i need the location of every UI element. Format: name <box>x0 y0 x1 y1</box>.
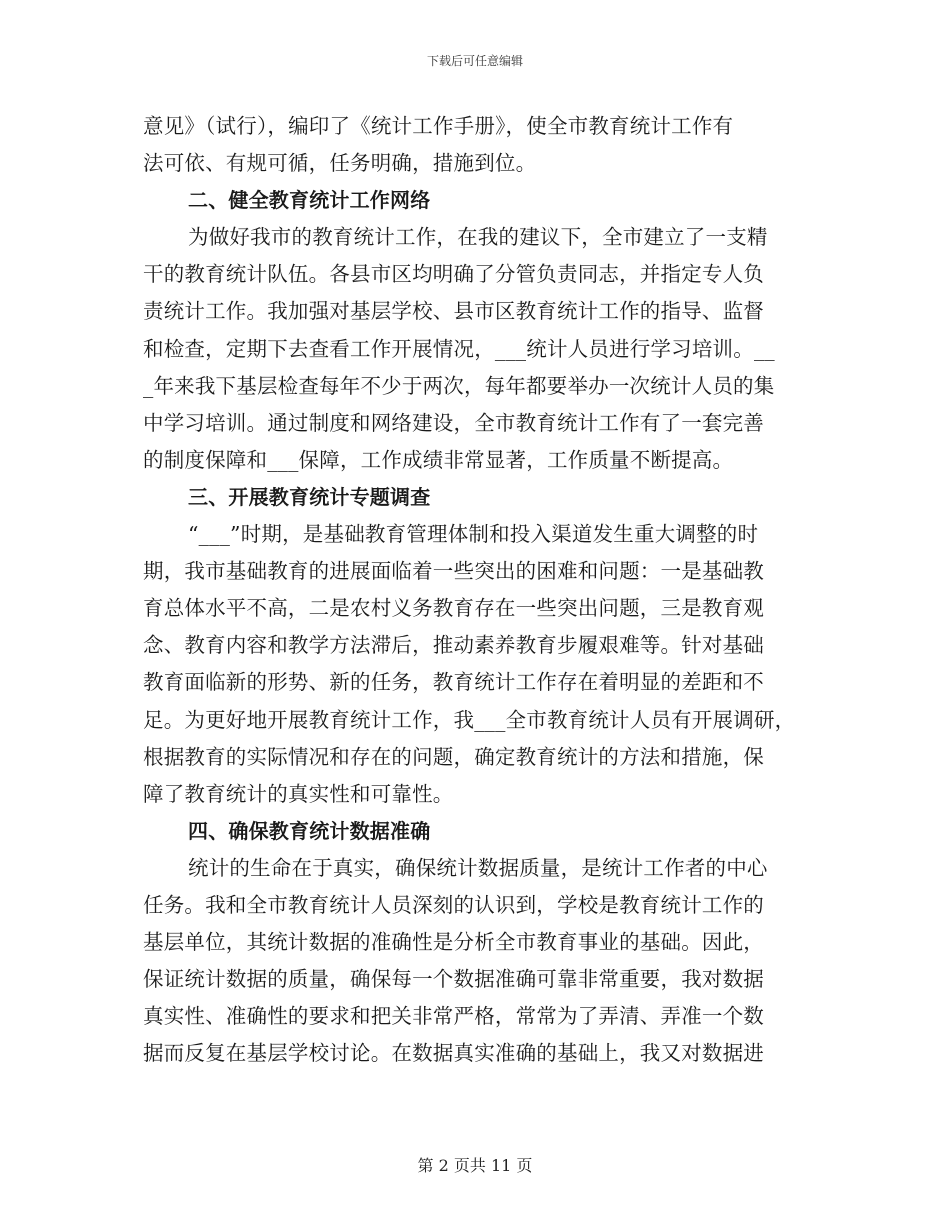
document-body <box>143 108 823 1072</box>
body-line: 意见》（试行），编印了《统计工作手册》，使全市教育统计工作有 <box>143 114 734 138</box>
body-line: 期，我市基础教育的进展面临着一些突出的困难和问题：一是基础教 <box>143 559 764 584</box>
body-line: 障了教育统计的真实性和可靠性。 <box>143 781 454 806</box>
body-line: _年来我下基层检查每年不少于两次，每年都要举办一次统计人员的集 <box>143 373 775 398</box>
body-line: 保证统计数据的质量，确保每一个数据准确可靠非常重要，我对数据 <box>143 967 764 992</box>
body-line: 育总体水平不高，二是农村义务教育存在一些突出问题，三是教育观 <box>143 596 764 621</box>
section-heading: 三、开展教育统计专题调查 <box>188 484 431 509</box>
body-line: 法可依、有规可循，任务明确，措施到位。 <box>143 151 537 176</box>
body-line: 基层单位，其统计数据的准确性是分析全市教育事业的基础。因此， <box>143 930 764 955</box>
body-line: 责统计工作。我加强对基层学校、县市区教育统计工作的指导、监督 <box>143 299 764 324</box>
body-line: 真实性、准确性的要求和把关非常严格，常常为了弄清、弄准一个数 <box>143 1004 764 1029</box>
paragraph-first-line: “___”时期，是基础教育管理体制和投入渠道发生重大调整的时 <box>188 522 759 547</box>
paragraph-first-line: 为做好我市的教育统计工作，在我的建议下，全市建立了一支精 <box>188 225 768 250</box>
body-line: 根据教育的实际情况和存在的问题，确定教育统计的方法和措施，保 <box>143 744 764 769</box>
body-line: 教育面临新的形势、新的任务，教育统计工作存在着明显的差距和不 <box>143 670 764 695</box>
body-line: 的制度保障和___保障，工作成绩非常显著，工作质量不断提高。 <box>143 447 734 472</box>
page-header-note: 下载后可任意编辑 <box>426 54 523 68</box>
page-number: 第 2 页共 11 页 <box>417 1156 533 1175</box>
body-line: 和检查，定期下去查看工作开展情况，___统计人员进行学习培训。__ <box>143 336 775 361</box>
section-heading: 四、确保教育统计数据准确 <box>188 818 431 843</box>
section-heading: 二、健全教育统计工作网络 <box>188 188 431 213</box>
paragraph-first-line: 统计的生命在于真实，确保统计数据质量，是统计工作者的中心 <box>188 855 768 880</box>
body-line: 任务。我和全市教育统计人员深刻的认识到，学校是教育统计工作的 <box>143 892 764 917</box>
body-line: 念、教育内容和教学方法滞后，推动素养教育步履艰难等。针对基础 <box>143 633 764 658</box>
body-line: 据而反复在基层学校讨论。在数据真实准确的基础上，我又对数据进 <box>143 1041 764 1066</box>
body-line: 中学习培训。通过制度和网络建设，全市教育统计工作有了一套完善 <box>143 410 764 435</box>
body-line: 足。为更好地开展教育统计工作，我___全市教育统计人员有开展调研， <box>143 707 796 732</box>
body-line: 干的教育统计队伍。各县市区均明确了分管负责同志，并指定专人负 <box>143 262 764 287</box>
